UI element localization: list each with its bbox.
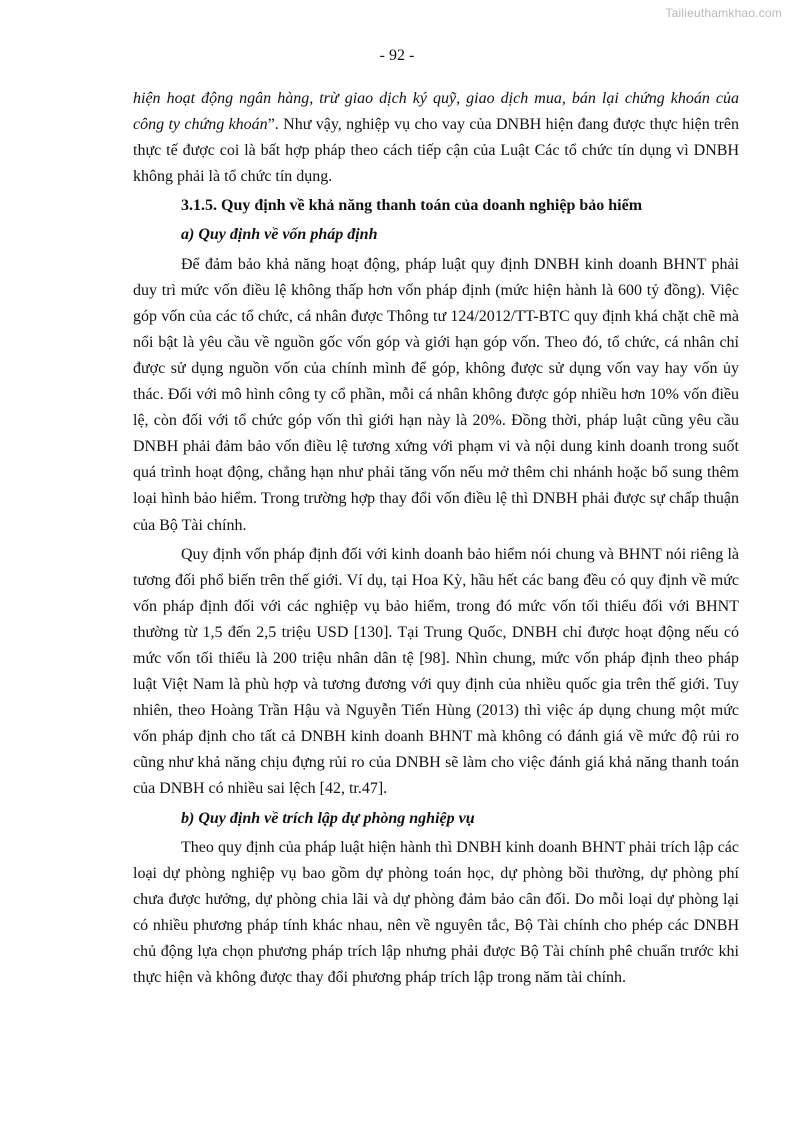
document-body [133,86,739,994]
section-heading: 3.1.5. Quy định về khả năng thanh toán của doanh nghiệp bảo hiểm [181,197,643,215]
paragraph-2: Để đảm bảo khả năng hoạt động, pháp luật quy định DNBH kinh doanh BHNT phải duy trì mức vốn điều lệ không thấp hơn vốn pháp định (mức hiện hành là 600 tỷ đồng). Việc góp vốn của các tổ chức, cá nhân được Thông tư 124/2012/TT-BTC quy định khá chặt chẽ mà nổi bật là yêu cầu về nguồn gốc vốn góp và giới hạn góp vốn. Theo đó, tổ chức, cá nhân chỉ được sử dụng nguồn vốn của chính mình để góp, không được sử dụng vốn vay hay vốn ủy thác. Đối với mô hình công ty cổ phần, mỗi cá nhân không được góp nhiều hơn 10% vốn điều lệ, còn đối với tổ chức góp vốn thì giới hạn này là 20%. Đồng thời, pháp luật cũng yêu cầu DNBH phải đảm bảo vốn điều lệ tương xứng với phạm vi và nội dung kinh doanh trong suốt quá trình hoạt động, chẳng hạn như phải tăng vốn nếu mở thêm chi nhánh hoặc bổ sung thêm loại hình bảo hiểm. Trong trường hợp thay đổi vốn điều lệ thì DNBH phải được sự chấp thuận của Bộ Tài chính. [133,255,739,534]
paragraph-4: Theo quy định của pháp luật hiện hành thì DNBH kinh doanh BHNT phải trích lập các loại dự phòng nghiệp vụ bao gồm dự phòng toán học, dự phòng bồi thường, dự phòng phí chưa được hưởng, dự phòng chia lãi và dự phòng đảm bảo cân đối. Do mỗi loại dự phòng lại có nhiều phương pháp tính khác nhau, nên về nguyên tắc, Bộ Tài chính cho phép các DNBH chủ động lựa chọn phương pháp trích lập nhưng phải được Bộ Tài chính phê chuẩn trước khi thực hiện và không được thay đổi phương pháp trích lập trong năm tài chính. [133,838,739,987]
watermark: Tailieuthamkhao.com [665,6,782,20]
subsection-heading-b: b) Quy định về trích lập dự phòng nghiệp vụ [181,809,475,827]
paragraph-1-quote: hiện hoạt động ngân hàng, trừ giao dịch ký quỹ, giao dịch mua, bán lại chứng khoán của công ty chứng khoán [133,90,739,134]
paragraph-1 [133,86,739,190]
subsection-heading-a: a) Quy định về vốn pháp định [181,226,378,244]
page-number: - 92 - [379,47,415,64]
paragraph-1-text: ”. Như vậy, nghiệp vụ cho vay của DNBH hiện đang được thực hiện trên thực tế được coi là bất hợp pháp theo cách tiếp cận của Luật Các tổ chức tín dụng vì DNBH không phải là tổ chức tín dụng. [133,116,740,186]
paragraph-3: Quy định vốn pháp định đối với kinh doanh bảo hiểm nói chung và BHNT nói riêng là tương đối phổ biến trên thế giới. Ví dụ, tại Hoa Kỳ, hầu hết các bang đều có quy định về mức vốn pháp định đối với các nghiệp vụ bảo hiểm, trong đó mức vốn tối thiểu đối với BHNT thường từ 1,5 đến 2,5 triệu USD [130]. Tại Trung Quốc, DNBH chỉ được hoạt động nếu có mức vốn tối thiểu là 200 triệu nhân dân tệ [98]. Nhìn chung, mức vốn pháp định theo pháp luật Việt Nam là phù hợp và tương đương với quy định của nhiều quốc gia trên thế giới. Tuy nhiên, theo Hoàng Trần Hậu và Nguyễn Tiến Hùng (2013) thì việc áp dụng chung một mức vốn pháp định cho tất cả DNBH kinh doanh BHNT mà không có đánh giá về mức độ rủi ro cũng như khả năng chịu đựng rủi ro của DNBH sẽ làm cho việc đánh giá khả năng thanh toán của DNBH có nhiều sai lệch [42, tr.47]. [133,545,739,798]
